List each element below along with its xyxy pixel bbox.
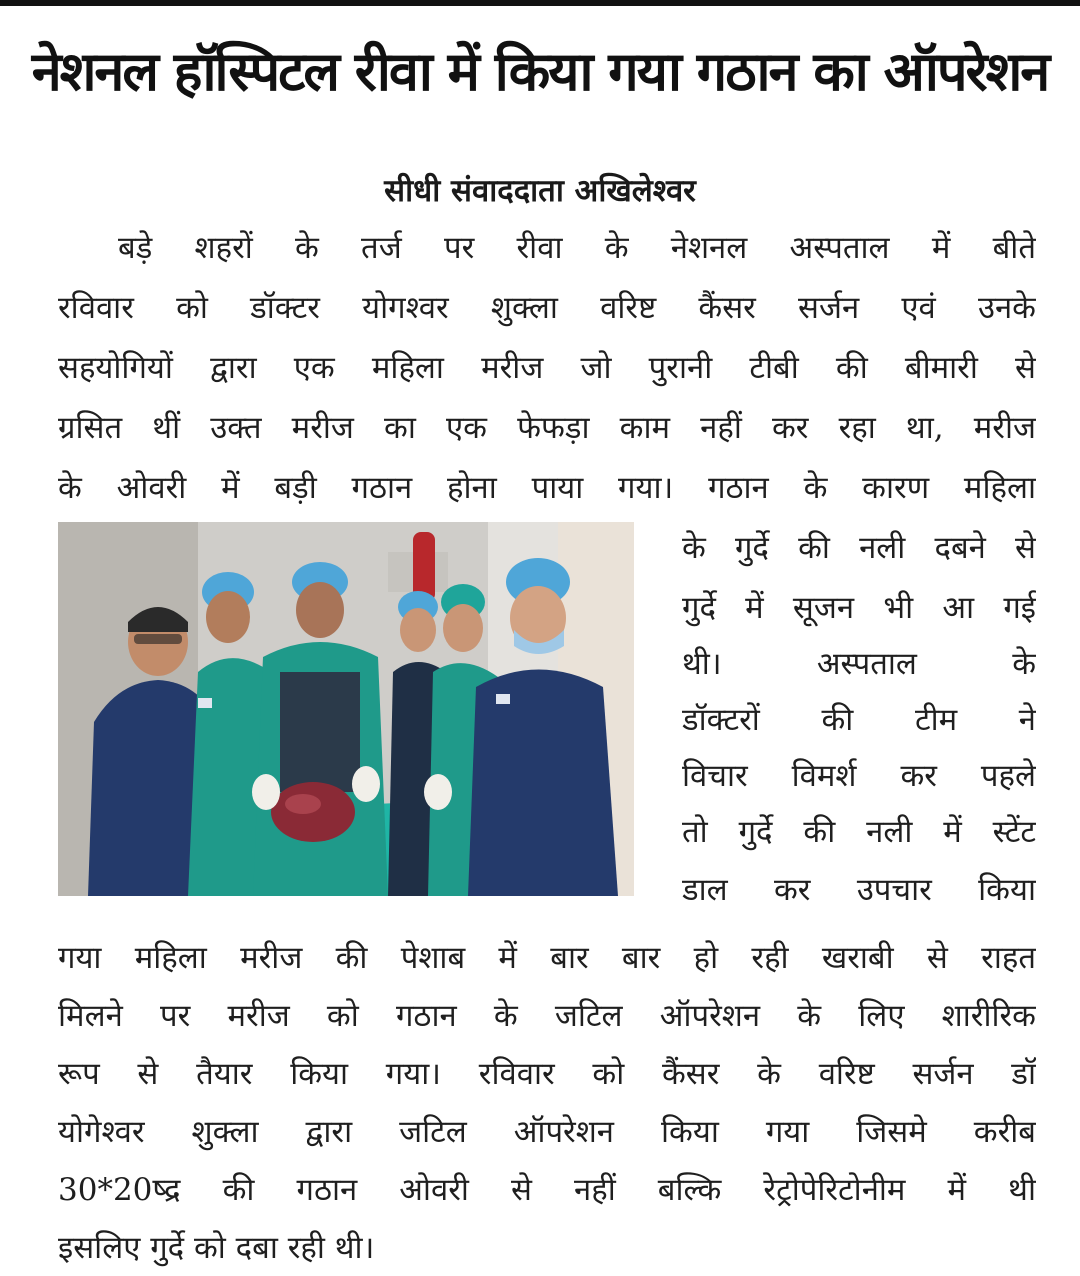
body-line: योगेश्वर शुक्ला द्वारा जटिल ऑपरेशन किया गया जिसमे करीब	[58, 1114, 1036, 1150]
body-line: मिलने पर मरीज को गठान के जटिल ऑपरेशन के लिए शारीरिक	[58, 998, 1036, 1034]
body-line: बड़े शहरों के तर्ज पर रीवा के नेशनल अस्पताल में बीते	[118, 230, 1036, 266]
byline: सीधी संवाददाता अखिलेश्वर	[384, 173, 696, 209]
body-line: ग्रसित थीं उक्त मरीज का एक फेफड़ा काम नहीं कर रहा था, मरीज	[58, 410, 1036, 446]
body-line: 30*20ष्द्र की गठान ओवरी से नहीं बल्कि रेट्रोपेरिटोनीम में थी	[58, 1172, 1036, 1208]
side-line: के गुर्दे की नली दबने से	[682, 530, 1036, 566]
top-border	[0, 0, 1080, 6]
surgical-team-photo	[58, 522, 634, 896]
body-line: गया महिला मरीज की पेशाब में बार बार हो रही खराबी से राहत	[58, 940, 1036, 976]
side-line: डाल कर उपचार किया	[682, 872, 1036, 908]
side-line: डॉक्टरों की टीम ने	[682, 702, 1036, 738]
headline: नेशनल हॉस्पिटल रीवा में किया गया गठान का ऑपरेशन	[31, 40, 1049, 103]
body-line: रूप से तैयार किया गया। रविवार को कैंसर के वरिष्ट सर्जन डॉ	[58, 1056, 1036, 1092]
side-line: गुर्दे में सूजन भी आ गई	[682, 590, 1036, 626]
side-line: विचार विमर्श कर पहले	[682, 758, 1036, 794]
body-line: सहयोगियों द्वारा एक महिला मरीज जो पुरानी टीबी की बीमारी से	[58, 350, 1036, 386]
side-line: थी। अस्पताल के	[682, 646, 1036, 682]
body-line: इसलिए गुर्दे को दबा रही थी।	[58, 1230, 375, 1266]
side-line: तो गुर्दे की नली में स्टेंट	[682, 814, 1036, 850]
body-line: रविवार को डॉक्टर योगश्वर शुक्ला वरिष्ट कैंसर सर्जन एवं उनके	[58, 290, 1036, 326]
body-line: के ओवरी में बड़ी गठान होना पाया गया। गठान के कारण महिला	[58, 470, 1036, 506]
